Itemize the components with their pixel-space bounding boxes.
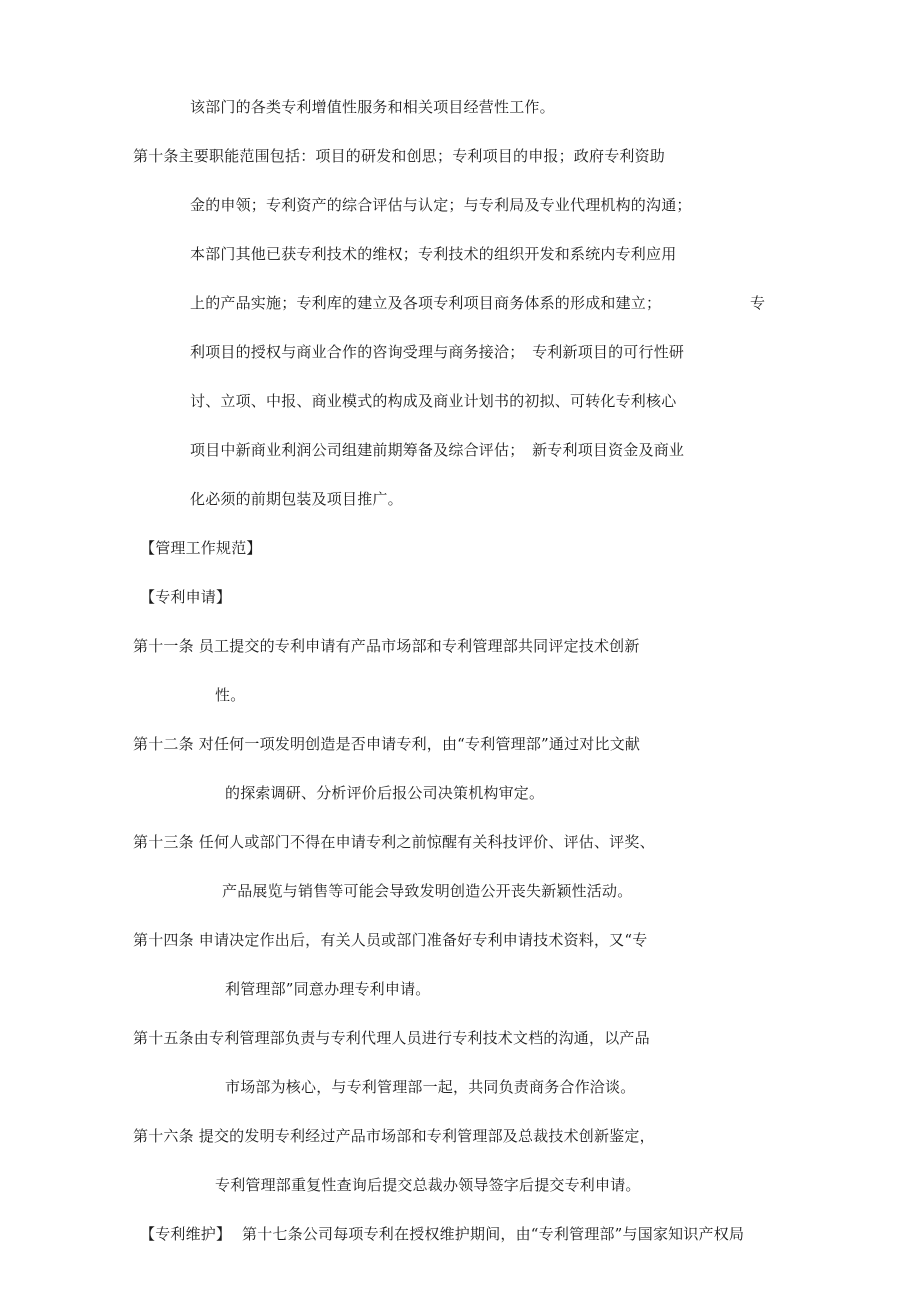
text-line: 项目中新商业利润公司组建前期筹备及综合评估； 新专利项目资金及商业 bbox=[190, 441, 685, 459]
text-line: 利管理部”同意办理专利申请。 bbox=[225, 980, 431, 998]
text-line: 第十七条公司每项专利在授权维护期间，由“专利管理部”与国家知识产权局 bbox=[242, 1225, 745, 1243]
section-heading: 【管理工作规范】 bbox=[140, 539, 262, 557]
text-line: 利项目的授权与商业合作的咨询受理与商务接洽； 专利新项目的可行性研 bbox=[190, 343, 685, 361]
text-line: 第十二条 对任何一项发明创造是否申请专利，由“专利管理部”通过对比文献 bbox=[133, 735, 641, 753]
text-line: 第十六条 提交的发明专利经过产品市场部和专利管理部及总裁技术创新鉴定， bbox=[133, 1127, 655, 1145]
text-line: 第十条主要职能范围包括：项目的研发和创思；专利项目的申报；政府专利资助 bbox=[133, 147, 666, 165]
text-line: 上的产品实施；专利库的建立及各项专利项目商务体系的形成和建立； bbox=[190, 294, 662, 312]
text-line: 该部门的各类专利增值性服务和相关项目经营性工作。 bbox=[190, 98, 555, 116]
section-heading: 【专利维护】 bbox=[140, 1225, 232, 1243]
text-line: 第十五条由专利管理部负责与专利代理人员进行专利技术文档的沟通，以产品 bbox=[133, 1029, 650, 1047]
text-line: 第十一条 员工提交的专利申请有产品市场部和专利管理部共同评定技术创新 bbox=[133, 637, 640, 655]
text-line: 产品展览与销售等可能会导致发明创造公开丧失新颖性活动。 bbox=[222, 882, 633, 900]
text-line: 金的申领；专利资产的综合评估与认定；与专利局及专业代理机构的沟通； bbox=[190, 196, 692, 214]
text-line: 讨、立项、中报、商业模式的构成及商业计划书的初拟、可转化专利核心 bbox=[190, 392, 677, 410]
text-line: 专利管理部重复性查询后提交总裁办领导签字后提交专利申请。 bbox=[215, 1176, 641, 1194]
text-line: 的探索调研、分析评价后报公司决策机构审定。 bbox=[225, 784, 545, 802]
text-line: 第十三条 任何人或部门不得在申请专利之前惊醒有关科技评价、评估、评奖、 bbox=[133, 833, 655, 851]
section-heading: 【专利申请】 bbox=[140, 588, 232, 606]
text-line: 本部门其他已获专利技术的维权；专利技术的组织开发和系统内专利应用 bbox=[190, 245, 677, 263]
text-line: 专 bbox=[750, 294, 766, 312]
text-line: 市场部为核心，与专利管理部一起，共同负责商务合作洽谈。 bbox=[225, 1078, 636, 1096]
text-line: 性。 bbox=[215, 686, 246, 704]
text-line: 第十四条 申请决定作出后，有关人员或部门准备好专利申请技术资料，又“专 bbox=[133, 931, 648, 949]
text-line: 化必须的前期包装及项目推广。 bbox=[190, 490, 403, 508]
